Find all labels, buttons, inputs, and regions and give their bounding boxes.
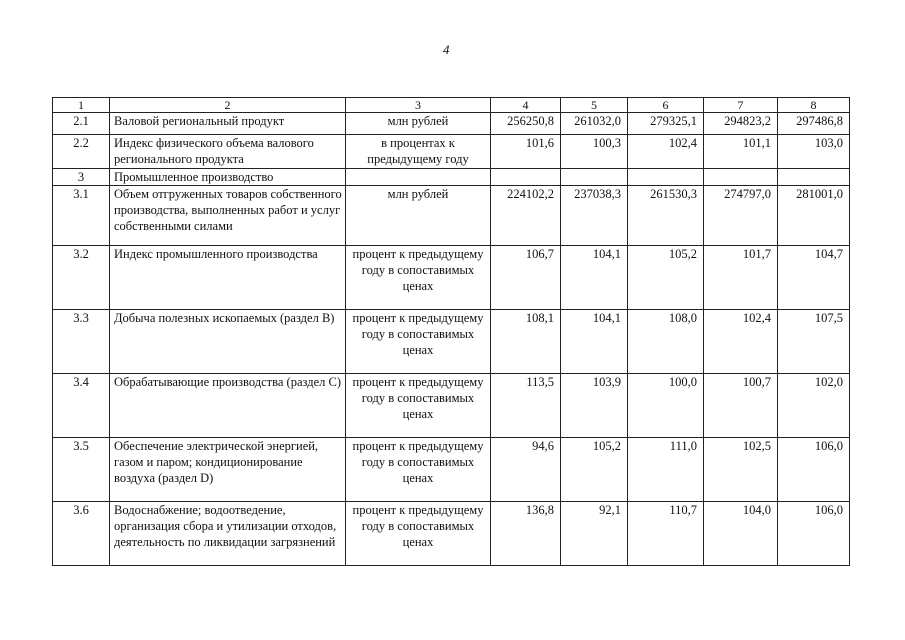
value-cell: 104,7	[778, 246, 850, 310]
value-cell: 110,7	[628, 502, 704, 566]
value-cell: 261032,0	[561, 113, 628, 135]
value-cell: 105,2	[561, 438, 628, 502]
indicator-name: Индекс физического объема валового регионального продукта	[110, 135, 346, 169]
indicator-name: Объем отгруженных товаров собственного производства, выполненных работ и услуг собственными силами	[110, 186, 346, 246]
value-cell: 294823,2	[704, 113, 778, 135]
value-cell: 108,1	[491, 310, 561, 374]
value-cell: 94,6	[491, 438, 561, 502]
row-number: 3.6	[53, 502, 110, 566]
unit-cell: процент к предыдущему году в сопоставимых ценах	[346, 438, 491, 502]
column-header: 2	[110, 98, 346, 113]
indicator-name: Обрабатывающие производства (раздел C)	[110, 374, 346, 438]
table-row	[53, 246, 850, 310]
table-row	[53, 374, 850, 438]
indicators-table	[52, 97, 850, 566]
unit-cell: млн рублей	[346, 113, 491, 135]
row-number: 3.2	[53, 246, 110, 310]
value-cell: 102,4	[704, 310, 778, 374]
column-header: 4	[491, 98, 561, 113]
column-header: 1	[53, 98, 110, 113]
value-cell: 113,5	[491, 374, 561, 438]
indicator-name: Промышленное производство	[110, 169, 346, 186]
unit-cell: процент к предыдущему году в сопоставимых ценах	[346, 246, 491, 310]
value-cell: 105,2	[628, 246, 704, 310]
value-cell: 136,8	[491, 502, 561, 566]
row-number: 3	[53, 169, 110, 186]
value-cell: 101,6	[491, 135, 561, 169]
unit-cell: процент к предыдущему году в сопоставимых ценах	[346, 374, 491, 438]
value-cell: 101,1	[704, 135, 778, 169]
table-row	[53, 310, 850, 374]
value-cell: 102,4	[628, 135, 704, 169]
value-cell	[704, 169, 778, 186]
table-body	[53, 98, 850, 566]
unit-cell: в процентах к предыдущему году	[346, 135, 491, 169]
row-number: 3.1	[53, 186, 110, 246]
row-number: 2.2	[53, 135, 110, 169]
table-row	[53, 135, 850, 169]
row-number: 3.4	[53, 374, 110, 438]
value-cell: 106,0	[778, 502, 850, 566]
value-cell: 107,5	[778, 310, 850, 374]
table-row	[53, 169, 850, 186]
column-header: 3	[346, 98, 491, 113]
value-cell: 281001,0	[778, 186, 850, 246]
value-cell: 106,7	[491, 246, 561, 310]
value-cell: 103,0	[778, 135, 850, 169]
value-cell: 261530,3	[628, 186, 704, 246]
indicator-name: Индекс промышленного производства	[110, 246, 346, 310]
indicator-name: Добыча полезных ископаемых (раздел B)	[110, 310, 346, 374]
value-cell: 100,0	[628, 374, 704, 438]
value-cell: 103,9	[561, 374, 628, 438]
value-cell: 108,0	[628, 310, 704, 374]
value-cell: 100,3	[561, 135, 628, 169]
table-row	[53, 186, 850, 246]
table-row	[53, 113, 850, 135]
value-cell: 101,7	[704, 246, 778, 310]
indicator-name: Водоснабжение; водоотведение, организация сбора и утилизации отходов, деятельность по ликвидации загрязнений	[110, 502, 346, 566]
value-cell: 104,1	[561, 246, 628, 310]
column-header: 7	[704, 98, 778, 113]
value-cell: 297486,8	[778, 113, 850, 135]
value-cell: 100,7	[704, 374, 778, 438]
value-cell: 102,5	[704, 438, 778, 502]
row-number: 3.3	[53, 310, 110, 374]
value-cell: 111,0	[628, 438, 704, 502]
value-cell: 279325,1	[628, 113, 704, 135]
value-cell: 102,0	[778, 374, 850, 438]
value-cell	[561, 169, 628, 186]
row-number: 3.5	[53, 438, 110, 502]
value-cell: 106,0	[778, 438, 850, 502]
table-row	[53, 502, 850, 566]
column-header: 8	[778, 98, 850, 113]
unit-cell: процент к предыдущему году в сопоставимых ценах	[346, 310, 491, 374]
value-cell	[778, 169, 850, 186]
value-cell: 92,1	[561, 502, 628, 566]
value-cell: 274797,0	[704, 186, 778, 246]
unit-cell: процент к предыдущему году в сопоставимых ценах	[346, 502, 491, 566]
indicator-name: Валовой региональный продукт	[110, 113, 346, 135]
table-header-row	[53, 98, 850, 113]
column-header: 5	[561, 98, 628, 113]
value-cell: 256250,8	[491, 113, 561, 135]
value-cell	[628, 169, 704, 186]
value-cell	[491, 169, 561, 186]
value-cell: 104,1	[561, 310, 628, 374]
value-cell: 224102,2	[491, 186, 561, 246]
indicator-name: Обеспечение электрической энергией, газом и паром; кондиционирование воздуха (раздел D)	[110, 438, 346, 502]
unit-cell	[346, 169, 491, 186]
value-cell: 104,0	[704, 502, 778, 566]
row-number: 2.1	[53, 113, 110, 135]
value-cell: 237038,3	[561, 186, 628, 246]
page-number: 4	[443, 42, 450, 57]
column-header: 6	[628, 98, 704, 113]
unit-cell: млн рублей	[346, 186, 491, 246]
table-row	[53, 438, 850, 502]
